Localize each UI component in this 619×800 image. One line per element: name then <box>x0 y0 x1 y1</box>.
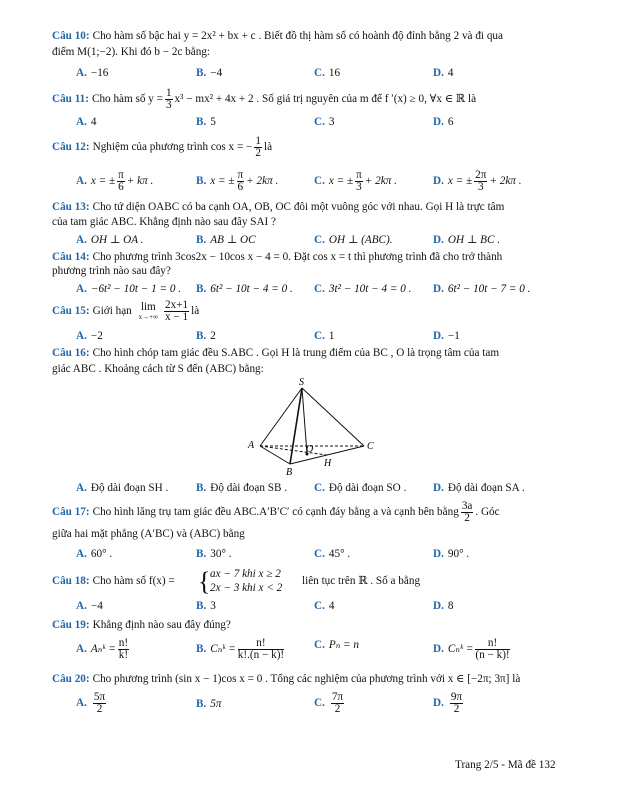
label-O: O <box>306 444 314 455</box>
answer-options <box>76 638 556 662</box>
option-a[interactable]: A. $\frac{5\pi}{2}$ <box>76 691 106 715</box>
option-b[interactable]: B. AB ⊥ OC <box>196 234 256 246</box>
option-c[interactable]: C. 16 <box>314 67 341 79</box>
option-b[interactable]: B. x = ± $\frac{\pi}{6}$ + 2kπ . <box>196 169 279 193</box>
question-number: Câu 14: <box>52 251 90 263</box>
question-20 <box>52 672 572 687</box>
question-text: Giới hạn <box>92 305 132 318</box>
option-b[interactable]: B. 5π <box>196 698 222 710</box>
option-d[interactable]: D. Độ dài đoạn SA . <box>433 482 525 494</box>
question-text: Cho phương trình 3cos2x − 10cos x − 4 = 0. Đặt cos x = t thì phương trình đã cho trở thành <box>92 251 503 263</box>
question-number: Câu 19: <box>52 619 90 631</box>
question-text-cont: điểm M(1;−2). Khi đó b − 2c bằng: <box>52 46 211 58</box>
option-d[interactable]: D. $\frac{9\pi}{2}$ <box>433 691 463 715</box>
case-2: 2x − 3 khi x < 2 <box>210 582 283 594</box>
answer-options <box>76 482 556 498</box>
option-d[interactable]: D. OH ⊥ BC . <box>433 234 501 246</box>
option-b[interactable]: B. 2 <box>196 330 216 342</box>
option-b[interactable]: B. 3 <box>196 600 216 612</box>
question-10 <box>52 29 572 44</box>
question-text: Cho tứ diện OABC có ba cạnh OA, OB, OC đôi một vuông góc với nhau. Gọi H là trực tâm <box>92 201 505 213</box>
label-H: H <box>324 458 332 469</box>
limit-symbol: lim x→+∞ <box>138 301 159 321</box>
question-number: Câu 10: <box>52 30 90 42</box>
answer-options <box>76 692 556 720</box>
answer-options <box>76 67 556 83</box>
question-13 <box>52 200 572 215</box>
option-c[interactable]: C. x = ± $\frac{\pi}{3}$ + 2kπ . <box>314 169 397 193</box>
option-b[interactable]: B. −4 <box>196 67 223 79</box>
question-11 <box>52 88 572 111</box>
option-a[interactable]: A. −2 <box>76 330 103 342</box>
option-b[interactable]: B. 30° . <box>196 548 232 560</box>
answer-options <box>76 170 556 192</box>
option-c[interactable]: C. 1 <box>314 330 335 342</box>
option-a[interactable]: A. −16 <box>76 67 109 79</box>
option-c[interactable]: C. 4 <box>314 600 335 612</box>
pyramid-figure <box>240 372 380 478</box>
option-c[interactable]: C. Pₙ = n <box>314 639 359 651</box>
question-text: Khẳng định nào sau đây đúng? <box>92 619 231 631</box>
option-d[interactable]: D. x = ± $\frac{2\pi}{3}$ + 2kπ . <box>433 169 522 193</box>
option-b[interactable]: B. Độ dài đoạn SB . <box>196 482 288 494</box>
option-d[interactable]: D. 4 <box>433 67 454 79</box>
question-text: Cho hàm số f(x) = <box>92 575 175 587</box>
label-S: S <box>299 377 304 388</box>
question-number: Câu 12: <box>52 141 90 154</box>
answer-options <box>76 116 556 132</box>
question-17 <box>52 501 572 524</box>
answer-options <box>76 330 556 346</box>
question-text: Cho hàm số bậc hai y = 2x² + bx + c . Biết đồ thị hàm số có hoành độ đỉnh bằng 2 và đi qua <box>92 30 503 42</box>
option-a[interactable]: A. −4 <box>76 600 103 612</box>
question-text: Cho hàm số y = <box>92 93 163 106</box>
fraction: $\frac{1}{2}$ <box>255 135 261 159</box>
option-d[interactable]: D. 8 <box>433 600 454 612</box>
answer-options <box>76 233 556 249</box>
label-A: A <box>248 440 255 451</box>
question-number: Câu 17: <box>52 506 90 519</box>
question-15 <box>52 300 572 323</box>
fraction: $\frac{1}{3}$ <box>165 87 172 111</box>
label-B: B <box>286 467 293 478</box>
question-text: Cho phương trình (sin x − 1)cos x = 0 . Tổng các nghiệm của phương trình với x ∈ [−2π; 3π] là <box>92 673 521 685</box>
question-19 <box>52 618 572 633</box>
question-text: Nghiệm của phương trình cos x = − <box>92 141 253 154</box>
option-d[interactable]: D. 6 <box>433 116 454 128</box>
option-c[interactable]: C. 45° . <box>314 548 351 560</box>
label-C: C <box>367 441 374 452</box>
question-text-cont: giác ABC . Khoảng cách từ S đến (ABC) bằng: <box>52 363 264 375</box>
option-a[interactable]: A. OH ⊥ OA . <box>76 234 144 246</box>
answer-options <box>76 283 556 299</box>
question-number: Câu 11: <box>52 93 89 106</box>
question-number: Câu 16: <box>52 347 90 359</box>
option-c[interactable]: C. Độ dài đoạn SO . <box>314 482 407 494</box>
option-a[interactable]: A. x = ± $\frac{\pi}{6}$ + kπ . <box>76 169 154 193</box>
option-a[interactable]: A. 60° . <box>76 548 113 560</box>
page-footer: Trang 2/5 - Mã đề 132 <box>455 759 556 771</box>
option-b[interactable]: B. 5 <box>196 116 216 128</box>
option-b[interactable]: B. Cₙᵏ = $\frac{n!}{k!.(n - k)!}$ <box>196 637 285 661</box>
question-18 <box>52 567 572 597</box>
question-14 <box>52 250 572 265</box>
brace-icon: { <box>198 567 211 596</box>
option-d[interactable]: D. 6t² − 10t − 7 = 0 . <box>433 283 531 295</box>
option-a[interactable]: A. 4 <box>76 116 97 128</box>
option-d[interactable]: D. Cₙᵏ = $\frac{n!}{(n - k)!}$ <box>433 637 510 661</box>
question-text: Cho hình lăng trụ tam giác đều ABC.A′B′C′ có cạnh đáy bằng a và cạnh bên bằng <box>92 506 459 519</box>
question-16 <box>52 346 572 361</box>
option-a[interactable]: A. −6t² − 10t − 1 = 0 . <box>76 283 182 295</box>
option-c[interactable]: C. $\frac{7\pi}{2}$ <box>314 691 344 715</box>
question-text-cont: giữa hai mặt phẳng (A′BC) và (ABC) bằng <box>52 528 245 540</box>
option-d[interactable]: D. 90° . <box>433 548 470 560</box>
fraction: $\frac{3a}{2}$ <box>461 500 473 524</box>
answer-options <box>76 548 556 564</box>
question-text-cont: phương trình nào sau đây? <box>52 265 171 277</box>
answer-options <box>76 600 556 616</box>
option-b[interactable]: B. 6t² − 10t − 4 = 0 . <box>196 283 293 295</box>
question-text: Cho hình chóp tam giác đều S.ABC . Gọi H là trung điểm của BC , O là trọng tâm của tam <box>92 347 500 359</box>
question-number: Câu 20: <box>52 673 90 685</box>
option-c[interactable]: C. 3 <box>314 116 335 128</box>
question-text: liên tục trên ℝ . Số a bằng <box>302 575 421 587</box>
option-c[interactable]: C. OH ⊥ (ABC). <box>314 234 393 246</box>
option-a[interactable]: A. Độ dài đoạn SH . <box>76 482 169 494</box>
question-text: x³ − mx² + 4x + 2 . Số giá trị nguyên của m để f ′(x) ≥ 0, ∀x ∈ ℝ là <box>174 93 477 106</box>
question-12 <box>52 136 572 159</box>
question-number: Câu 15: <box>52 305 90 318</box>
option-c[interactable]: C. 3t² − 10t − 4 = 0 . <box>314 283 412 295</box>
question-text: . Góc <box>475 506 500 519</box>
question-text-cont: của tam giác ABC. Khẳng định nào sau đây SAI ? <box>52 216 277 228</box>
option-a[interactable]: A. Aₙᵏ = $\frac{n!}{k!}$ <box>76 637 129 661</box>
option-d[interactable]: D. −1 <box>433 330 460 342</box>
question-number: Câu 13: <box>52 201 90 213</box>
question-number: Câu 18: <box>52 575 90 587</box>
question-text: là <box>191 305 200 318</box>
fraction: $\frac{2x+1}{x - 1}$ <box>165 299 189 323</box>
case-1: ax − 7 khi x ≥ 2 <box>210 568 281 580</box>
question-text: là <box>263 141 273 154</box>
